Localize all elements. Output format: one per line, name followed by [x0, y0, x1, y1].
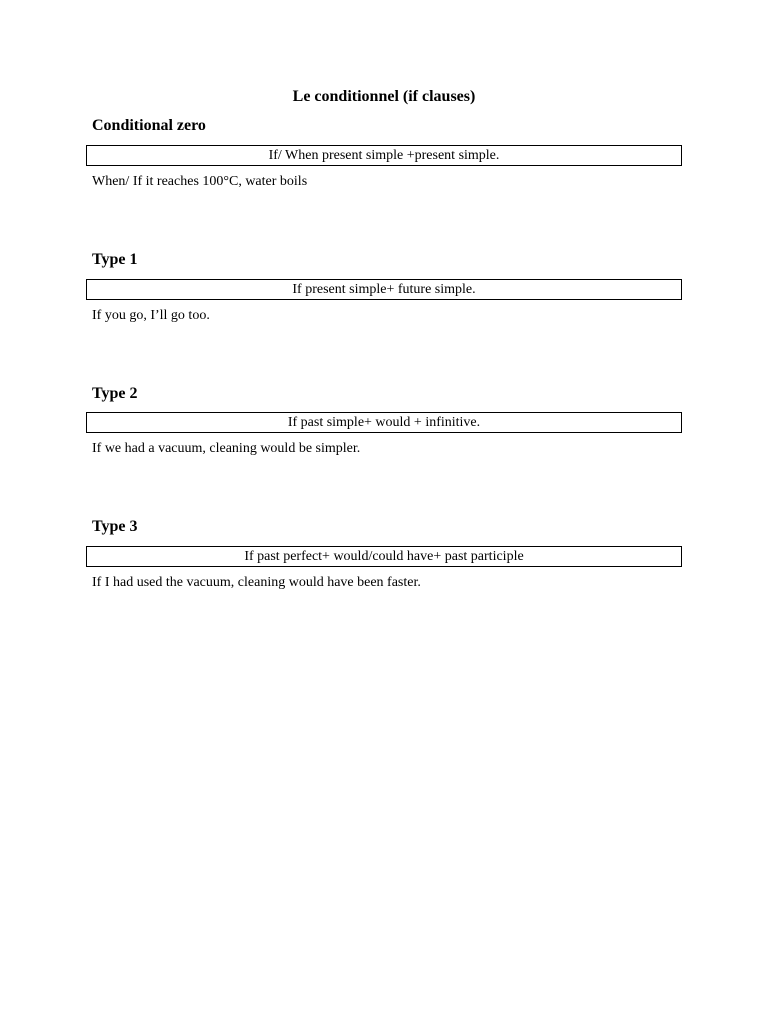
section-heading-type-3: Type 3 [92, 518, 138, 535]
example-type-3: If I had used the vacuum, cleaning would have been faster. [92, 575, 421, 590]
rule-box-type-2: If past simple+ would + infinitive. [86, 412, 682, 433]
rule-box-type-3: If past perfect+ would/could have+ past participle [86, 546, 682, 567]
rule-box-type-1: If present simple+ future simple. [86, 279, 682, 300]
page-title: Le conditionnel (if clauses) [292, 88, 476, 105]
example-conditional-zero: When/ If it reaches 100°C, water boils [92, 174, 308, 189]
example-type-2: If we had a vacuum, cleaning would be simpler. [92, 441, 361, 456]
section-heading-type-2: Type 2 [92, 385, 138, 402]
section-heading-type-1: Type 1 [92, 251, 138, 268]
example-type-1: If you go, I’ll go too. [92, 308, 210, 323]
rule-box-conditional-zero: If/ When present simple +present simple. [86, 145, 682, 166]
section-heading-conditional-zero: Conditional zero [92, 117, 206, 134]
